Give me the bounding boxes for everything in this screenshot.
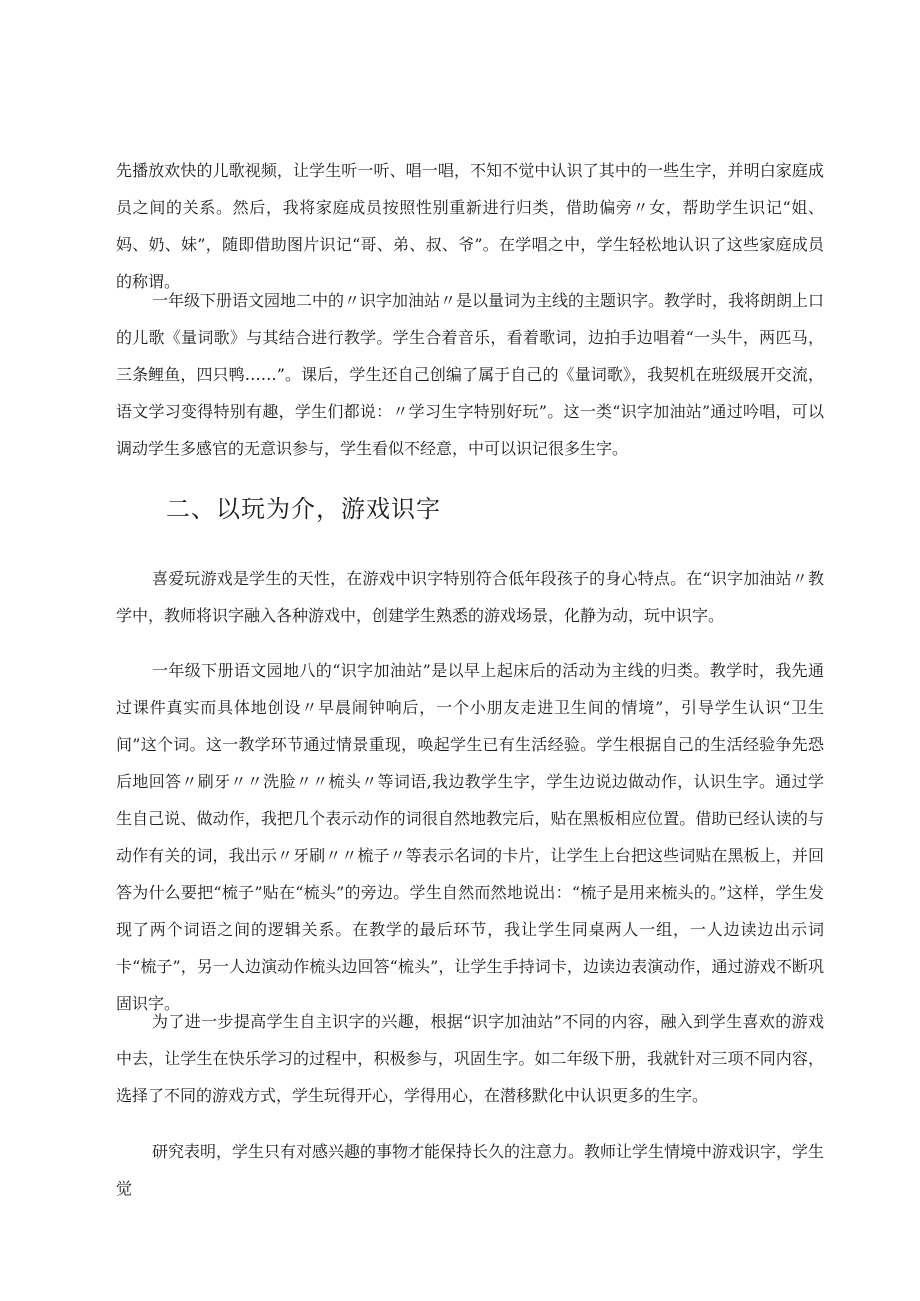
paragraph-family-members: 先播放欢快的儿歌视频，让学生听一听、唱一唱，不知不觉中认识了其中的一些生字，并明白家庭成员之间的关系。然后，我将家庭成员按照性别重新进行归类，借助偏旁〃女，帮助学生识记“姐、妈、奶、妹”，随即借助图片识记“哥、弟、叔、爷”。在学唱之中，学生轻松地认识了这些家庭成员的称谓。	[116, 161, 824, 291]
paragraph-game-interest: 为了进一步提高学生自主识字的兴趣，根据“识字加油站”不同的内容，融入到学生喜欢的游戏中去，让学生在快乐学习的过程中，积极参与，巩固生字。如二年级下册，我就针对三项不同内容，选择了不同的游戏方式，学生玩得开心，学得用心，在潜移默化中认识更多的生字。	[116, 1012, 824, 1105]
paragraph-research-findings: 研究表明，学生只有对感兴趣的事物才能保持长久的注意力。教师让学生情境中游戏识字，学生觉	[116, 1142, 825, 1198]
paragraph-game-literacy-intro: 喜爱玩游戏是学生的天性，在游戏中识字特别符合低年段孩子的身心特点。在“识字加油站〃教学中，教师将识字融入各种游戏中，创建学生熟悉的游戏场景，化静为动，玩中识字。	[116, 569, 824, 625]
paragraph-morning-routine: 一年级下册语文园地八的“识字加油站”是以早上起床后的活动为主线的归类。教学时，我先通过课件真实而具体地创设〃早晨闹钟响后，一个小朋友走进卫生间的情境”，引导学生认识“卫生间”这个词。这一教学环节通过情景重现，唤起学生已有生活经验。学生根据自己的生活经验争先恐后地回答〃刷牙〃〃洗脸〃〃梳头〃等词语,我边教学生字，学生边说边做动作，认识生字。通过学生自己说、做动作，我把几个表示动作的词很自然地教完后，贴在黑板相应位置。借助已经认读的与动作有关的词，我出示〃牙刷〃〃梳子〃等表示名词的卡片，让学生上台把这些词贴在黑板上，并回答为什么要把“梳子”贴在“梳头”的旁边。学生自然而然地说出：“梳子是用来梳头的。”这样，学生发现了两个词语之间的逻辑关系。在教学的最后环节，我让学生同桌两人一组，一人边读边出示词卡“梳子”，另一人边演动作梳头边回答“梳头”，让学生手持词卡，边读边表演动作，通过游戏不断巩固识字。	[116, 661, 824, 1013]
section-heading: 二、以玩为介，游戏识字	[166, 495, 441, 523]
paragraph-measure-words: 一年级下册语文园地二中的〃识字加油站〃是以量词为主线的主题识字。教学时，我将朗朗上口的儿歌《量词歌》与其结合进行教学。学生合着音乐，看着歌词，边拍手边唱着“一头牛，两匹马，三条鲤鱼，四只鸭……”。课后，学生还自己创编了属于自己的《量词歌》，我契机在班级展开交流，语文学习变得特别有趣，学生们都说：〃学习生字特别好玩”。这一类“识字加油站”通过吟唱，可以调动学生多感官的无意识参与，学生看似不经意，中可以识记很多生字。	[116, 291, 825, 458]
